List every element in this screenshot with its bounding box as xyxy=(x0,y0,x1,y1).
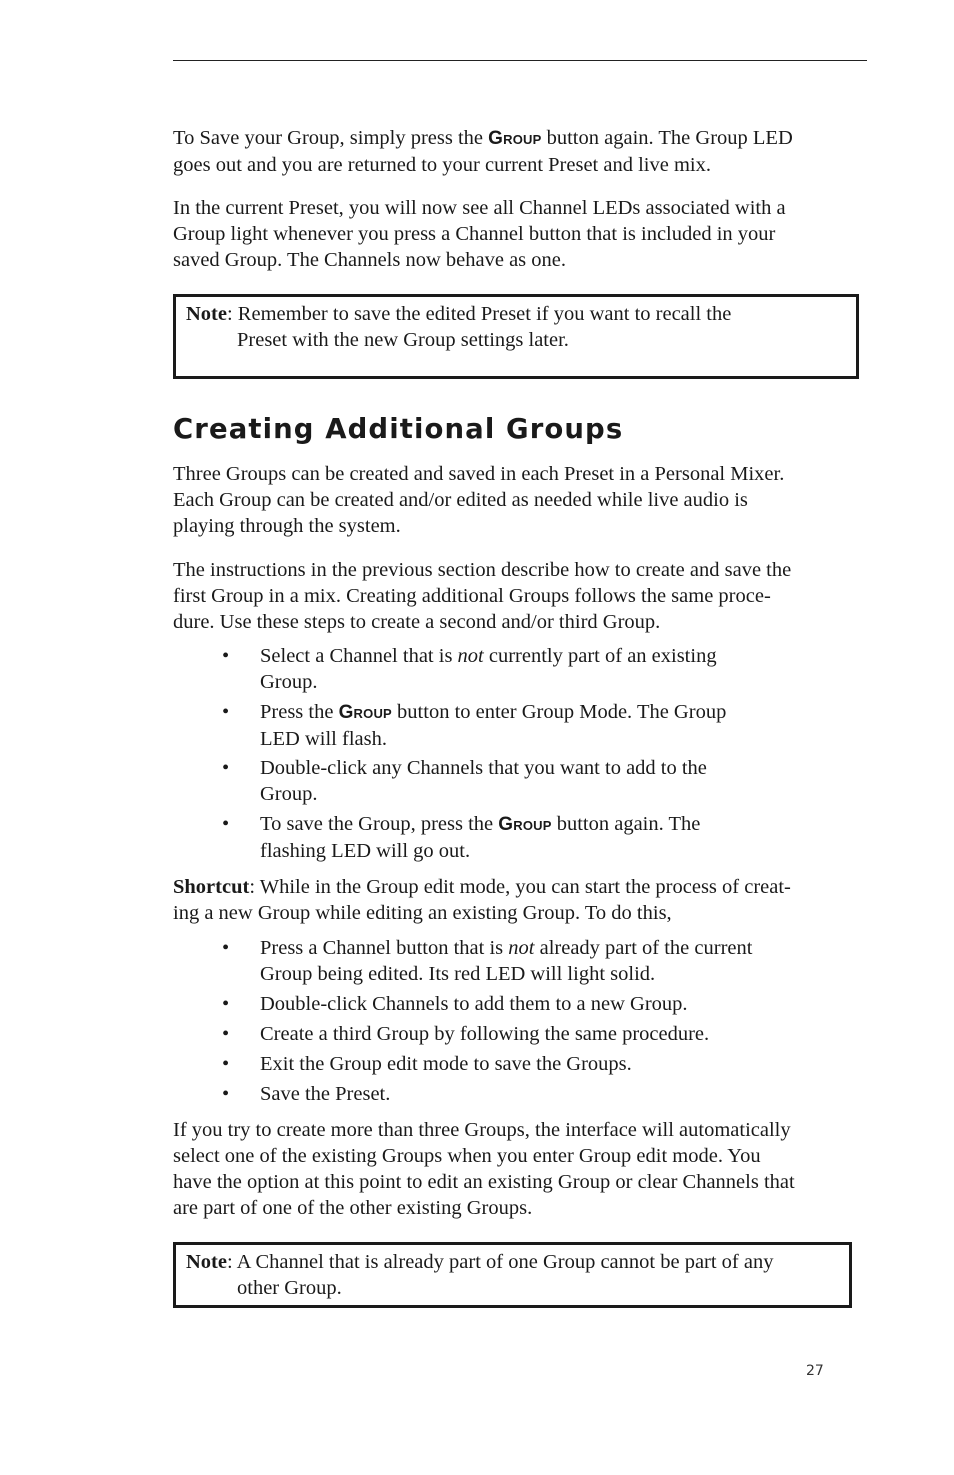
text: saved Group. The Channels now behave as one. xyxy=(173,249,567,271)
note-label: Note xyxy=(186,1251,227,1273)
text: flashing LED will go out. xyxy=(260,840,471,862)
shortcut-label: Shortcut xyxy=(173,876,250,898)
note-box-channel-group xyxy=(173,1242,852,1308)
text: have the option at this point to edit an existing Group or clear Channels that xyxy=(173,1171,795,1193)
page-number: 27 xyxy=(806,1363,824,1379)
group-button-label: Group xyxy=(498,814,552,835)
text: Save the Preset. xyxy=(260,1083,391,1105)
group-button-label: Group xyxy=(488,128,542,149)
text: Group. xyxy=(260,671,318,693)
header-rule xyxy=(173,60,867,61)
text: To save the Group, press the xyxy=(260,813,499,835)
text: Group light whenever you press a Channel button that is included in your xyxy=(173,223,776,245)
bullet: • xyxy=(222,813,230,835)
text: If you try to create more than three Groups, the interface will automatically xyxy=(173,1119,791,1141)
note-text: : Remember to save the edited Preset if you want to recall the xyxy=(226,303,732,325)
note-text: Preset with the new Group settings later. xyxy=(237,329,569,351)
text: button again. The xyxy=(551,813,701,835)
list-item xyxy=(222,1081,822,1107)
text: Create a third Group by following the same procedure. xyxy=(260,1023,710,1045)
list-item xyxy=(222,1051,822,1077)
paragraph-save-group xyxy=(173,125,853,178)
text: Double-click Channels to add them to a new Group. xyxy=(260,993,688,1015)
text: The instructions in the previous section describe how to create and save the xyxy=(173,559,792,581)
bullet: • xyxy=(222,1053,230,1075)
text: Group being edited. Its red LED will light solid. xyxy=(260,963,656,985)
text: Group. xyxy=(260,783,318,805)
list-item xyxy=(222,811,822,863)
text: Three Groups can be created and saved in each Preset in a Personal Mixer. xyxy=(173,463,785,485)
steps-list xyxy=(222,643,822,863)
paragraph-three-groups xyxy=(173,461,853,539)
list-item xyxy=(222,935,822,987)
text: Press the xyxy=(260,701,339,723)
list-item xyxy=(222,755,822,807)
text: button again. The Group LED xyxy=(541,127,793,149)
list-item xyxy=(222,699,822,751)
paragraph-channel-leds xyxy=(173,195,853,273)
text: button to enter Group Mode. The Group xyxy=(391,701,727,723)
note-box-save-preset xyxy=(173,294,859,379)
text: To Save your Group, simply press the xyxy=(173,127,489,149)
paragraph-more-than-three xyxy=(173,1117,863,1221)
bullet: • xyxy=(222,701,230,723)
text: Exit the Group edit mode to save the Groups. xyxy=(260,1053,632,1075)
text: playing through the system. xyxy=(173,515,401,537)
shortcut-steps-list xyxy=(222,935,822,1107)
text: Double-click any Channels that you want to add to the xyxy=(260,757,707,779)
text: Press a Channel button that is xyxy=(260,937,509,959)
text: first Group in a mix. Creating additional Groups follows the same proce- xyxy=(173,585,771,607)
paragraph-instructions xyxy=(173,557,853,635)
note-label: Note xyxy=(186,303,227,325)
note-text: other Group. xyxy=(237,1277,342,1299)
bullet: • xyxy=(222,757,230,779)
bullet: • xyxy=(222,993,230,1015)
text: dure. Use these steps to create a second and/or third Group. xyxy=(173,611,661,633)
bullet: • xyxy=(222,645,230,667)
text: already part of the current xyxy=(534,937,753,959)
text: ing a new Group while editing an existing Group. To do this, xyxy=(173,902,672,924)
emphasis: not xyxy=(457,645,484,667)
bullet: • xyxy=(222,1083,230,1105)
list-item xyxy=(222,1021,822,1047)
section-heading: Creating Additional Groups xyxy=(173,413,624,445)
text: are part of one of the other existing Groups. xyxy=(173,1197,533,1219)
emphasis: not xyxy=(508,937,535,959)
list-item xyxy=(222,643,822,695)
text: currently part of an existing xyxy=(483,645,717,667)
paragraph-shortcut xyxy=(173,874,853,926)
text: goes out and you are returned to your current Preset and live mix. xyxy=(173,154,711,176)
list-item xyxy=(222,991,822,1017)
text: Each Group can be created and/or edited as needed while live audio is xyxy=(173,489,748,511)
bullet: • xyxy=(222,937,230,959)
text: In the current Preset, you will now see all Channel LEDs associated with a xyxy=(173,197,786,219)
group-button-label: Group xyxy=(338,702,392,723)
note-text: : A Channel that is already part of one Group cannot be part of any xyxy=(226,1251,774,1273)
text: select one of the existing Groups when you enter Group edit mode. You xyxy=(173,1145,761,1167)
text: LED will flash. xyxy=(260,728,387,750)
text: : While in the Group edit mode, you can start the process of creat- xyxy=(249,876,791,898)
text: Select a Channel that is xyxy=(260,645,458,667)
bullet: • xyxy=(222,1023,230,1045)
